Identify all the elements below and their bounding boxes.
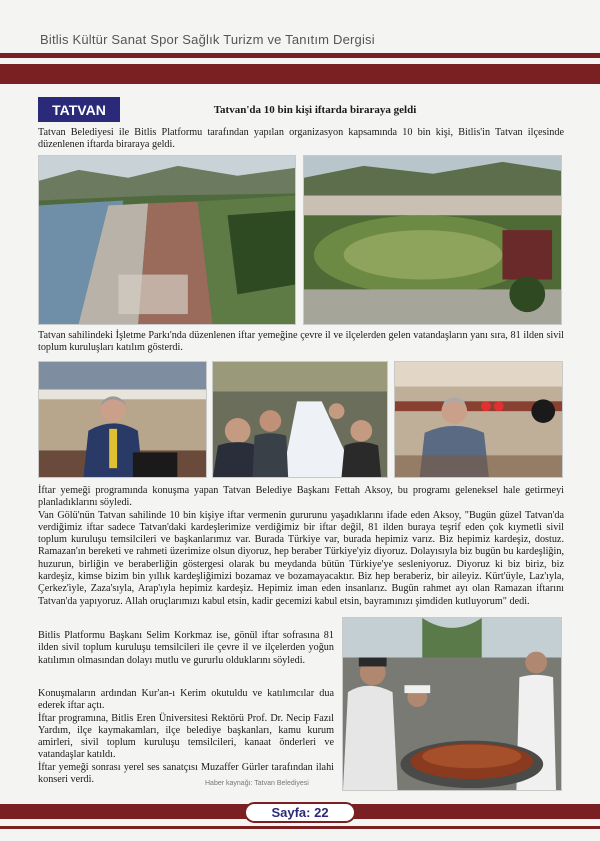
section-tag: TATVAN [38,97,120,122]
article-intro: Tatvan Belediyesi ile Bitlis Platformu tarafından yapılan organizasyon kapsamında 10 bin kişi, Bitlis'in Tatvan ilçesinde düzenlenen iftarda biraraya geldi. [38,127,564,151]
photo-mayor-speech [38,361,207,478]
photo-lakeside-iftar [38,155,296,325]
header-rule [0,53,600,58]
paragraph-mayor-intro: İftar yemeği programında konuşma yapan Tatvan Belediye Başkanı Fettah Aksoy, bu programı geleneksel hale getirmeyi planladıklarını söyledi. [38,485,564,509]
article-body-closing [38,688,334,786]
paragraph-attendees: İftar programına, Bitlis Eren Üniversitesi Rektörü Prof. Dr. Necip Fazıl Yardım, ilçe kaymakamları, ilçe belediye başkanları, kamu kurum amirleri, sivil toplum kuruluşu temsilcileri, kanaat önderleri ve vatandaşlar katıldı. [38,712,334,761]
photo-food-serving [342,617,562,791]
paragraph-mayor-quote: Van Gölü'nün Tatvan sahilinde 10 bin kişiye iftar vermenin gururunu yaşadıklarını ifade eden Aksoy, "Bugün güzel Tatvan'da verdiğimiz iftar sadece Tatvan'daki kardeşlerimize verdiğimiz bir iftar değil, 81 ilden buraya teşrif eden çok kıymetli sivil toplum kuruluşu temsilcileri ve başkanlarımız var. Burada Türkiye var, burada hepimiz varız. Biz hepimiz kardeşiz, dostuz. Ramazan'ın bereketi ve rahmeti üzerimize olsun diyoruz, hep beraber Türkiye'yiz diyoruz. Dolayısıyla biz bugün bu kardeşliğin, huzurun, birliğin ve beraberliğin göstergesi olarak bu meydanda bütün Türkiye'ye sesleniyoruz. Diyoruz ki biz biriz, biz kardeşiz, kimse bizim bin yıllık kardeşliğimizi bozamaz ve bozamayacaktır. Biz hep beraberiz, bir aileyiz. Kürt'üyle, Laz'ıyla, Çerkez'iyle, Zaza'sıyla, Arap'ıyla hepimiz kardeşiz. Hepimiz iman eden insanlarız. Bugün rahmet ayı olan Ramazan iftarını Tatvan'da yapıyoruz. Allah oruçlarımızı kabul etsin, kadir gecemizi kabul etsin, bayramınızı şimdiden kutluyorum" dedi. [38,509,564,607]
paragraph-platform-president: Bitlis Platformu Başkanı Selim Korkmaz ise, gönül iftar sofrasına 81 ilden sivil toplum kuruluşu temsilcileri ile çevre il ve ilçelerden yoğun katılımın olmasından dolayı mutlu ve gururlu olduklarını söyledi. [38,630,334,666]
photo-speaker-stage [394,361,563,478]
news-source: Haber kaynağı: Tatvan Belediyesi [205,780,309,787]
page-number-badge: Sayfa: 22 [244,802,356,823]
photo-caption: Tatvan sahilindeki İşletme Parkı'nda düzenlenen iftar yemeğine çevre il ve ilçelerden gelen vatandaşların yanı sıra, 81 ilden sivil toplum kuruluşları katılım gösterdi. [38,330,564,354]
header-band [0,64,600,84]
footer-rule [0,826,600,829]
article-body [38,485,564,608]
paragraph-quran: Konuşmaların ardından Kur'an-ı Kerim okutuldu ve katılımcılar dua ederek iftar açtı. [38,688,334,712]
photo-park-aerial [303,155,562,325]
photo-guests-at-tables [212,361,388,478]
paragraph-concert: İftar yemeği sonrası yerel ses sanatçısı Muzaffer Gürler tarafından ilahi konseri verdi. [38,761,334,786]
magazine-title: Bitlis Kültür Sanat Spor Sağlık Turizm ve Tanıtım Dergisi [40,32,375,47]
article-headline: Tatvan'da 10 bin kişi iftarda biraraya geldi [213,104,417,116]
